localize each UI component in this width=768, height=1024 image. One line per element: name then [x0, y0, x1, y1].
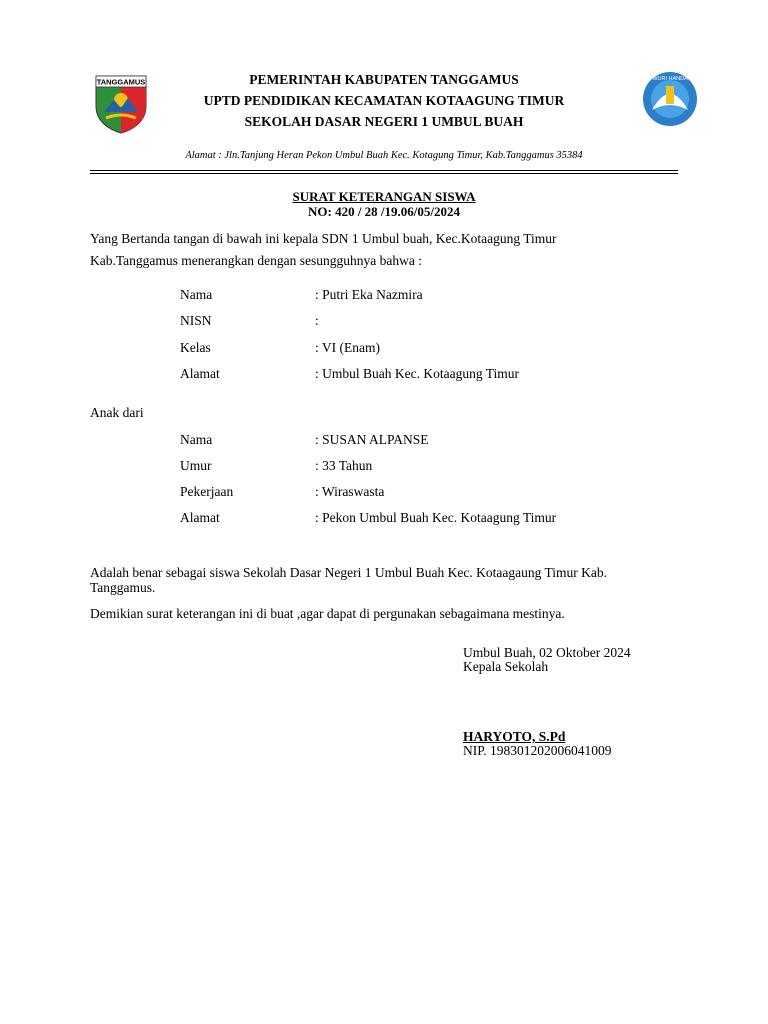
svg-text:TANGGAMUS: TANGGAMUS [96, 77, 146, 87]
government-heading: PEMERINTAH KABUPATEN TANGGAMUS [249, 72, 519, 87]
signatory-name: HARYOTO, S.Pd [463, 729, 566, 744]
school-heading: SEKOLAH DASAR NEGERI 1 UMBUL BUAH [244, 114, 524, 129]
student-address-value: : Umbul Buah Kec. Kotaagung Timur [315, 366, 519, 381]
intro-line-1: Yang Bertanda tangan di bawah ini kepala SDN 1 Umbul buah, Kec.Kotaagung Timur [90, 231, 557, 246]
statement-line-2: Tanggamus. [90, 580, 156, 595]
student-class-label: Kelas [180, 340, 211, 355]
header-divider-bottom [90, 173, 678, 174]
school-address: Alamat : Jln.Tanjung Heran Pekon Umbul Buah Kec. Kotagung Timur, Kab.Tanggamus 35384 [185, 150, 583, 161]
parent-occupation-value: : Wiraswasta [315, 484, 385, 499]
student-nisn-value: : [315, 313, 319, 328]
signatory-nip: NIP. 198301202006041009 [463, 743, 612, 758]
letter-number: NO: 420 / 28 /19.06/05/2024 [307, 204, 461, 219]
student-class-value: : VI (Enam) [315, 340, 380, 355]
svg-text:TUT WURI HANDAYANI: TUT WURI HANDAYANI [640, 76, 700, 82]
statement-line-1: Adalah benar sebagai siswa Sekolah Dasar Negeri 1 Umbul Buah Kec. Kotaagaung Timur Kab. [90, 565, 607, 580]
parent-intro: Anak dari [90, 405, 144, 420]
parent-age-value: : 33 Tahun [315, 458, 373, 473]
letter-title [0, 189, 768, 205]
intro-line-2: Kab.Tanggamus menerangkan dengan sesungguhnya bahwa : [90, 253, 422, 268]
signatory-position: Kepala Sekolah [463, 659, 549, 674]
student-address-label: Alamat [180, 366, 220, 381]
parent-address-value: : Pekon Umbul Buah Kec. Kotaagung Timur [315, 510, 557, 525]
parent-address-label: Alamat [180, 510, 220, 525]
parent-name-value: : SUSAN ALPANSE [315, 432, 429, 447]
parent-occupation-label: Pekerjaan [180, 484, 234, 499]
place-date: Umbul Buah, 02 Oktober 2024 [463, 645, 631, 660]
student-name-label: Nama [180, 287, 213, 302]
uptd-heading: UPTD PENDIDIKAN KECAMATAN KOTAAGUNG TIMUR [203, 93, 565, 108]
letter-heading: SURAT KETERANGAN SISWA [292, 189, 476, 204]
header-divider-top [90, 170, 678, 171]
parent-name-label: Nama [180, 432, 213, 447]
parent-age-label: Umur [180, 458, 212, 473]
student-nisn-label: NISN [180, 313, 212, 328]
student-name-value: : Putri Eka Nazmira [315, 287, 423, 302]
closing-statement: Demikian surat keterangan ini di buat ,agar dapat di pergunakan sebagaimana mestinya. [90, 606, 565, 621]
